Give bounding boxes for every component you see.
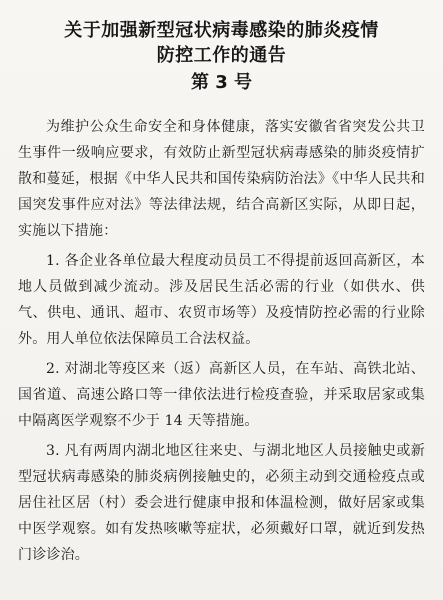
notice-title-block xyxy=(18,18,425,97)
intro-paragraph: 为维护公众生命安全和身体健康，落实安徽省省突发公共卫生事件一级响应要求，有效防止新型冠状病毒感染的肺炎疫情扩散和蔓延，根据《中华人民共和国传染病防治法》《中华人民共和国突发事件应对法》等法律法规，结合高新区实际，从即日起，实施以下措施： xyxy=(18,119,425,239)
notice-title-line-1: 关于加强新型冠状病毒感染的肺炎疫情 xyxy=(64,20,379,41)
measure-item-2: 2. 对湖北等疫区来（返）高新区人员，在车站、高铁北站、国省道、高速公路口等一律依法进行检疫查验，并采取居家或集中隔离医学观察不少于 14 天等措施。 xyxy=(18,361,425,429)
measure-item-1: 1. 各企业各单位最大程度动员员工不得提前返回高新区，本地人员做到减少流动。涉及居民生活必需的行业（如供水、供气、供电、通讯、超市、农贸市场等）及疫情防控必需的行业除外。用人单位依法保障员工合法权益。 xyxy=(18,253,425,347)
notice-number: 第 3 号 xyxy=(190,72,253,93)
measure-item-3: 3. 凡有两周内湖北地区往来史、与湖北地区人员接触史或新型冠状病毒感染的肺炎病例接触史的，必须主动到交通检疫点或居住社区居（村）委会进行健康申报和体温检测，做好居家或集中医学观察。如有发热咳嗽等症状，必须戴好口罩，就近到发热门诊诊治。 xyxy=(18,443,425,563)
notice-title-line-2: 防控工作的通告 xyxy=(156,45,287,66)
notice-body xyxy=(18,114,425,568)
